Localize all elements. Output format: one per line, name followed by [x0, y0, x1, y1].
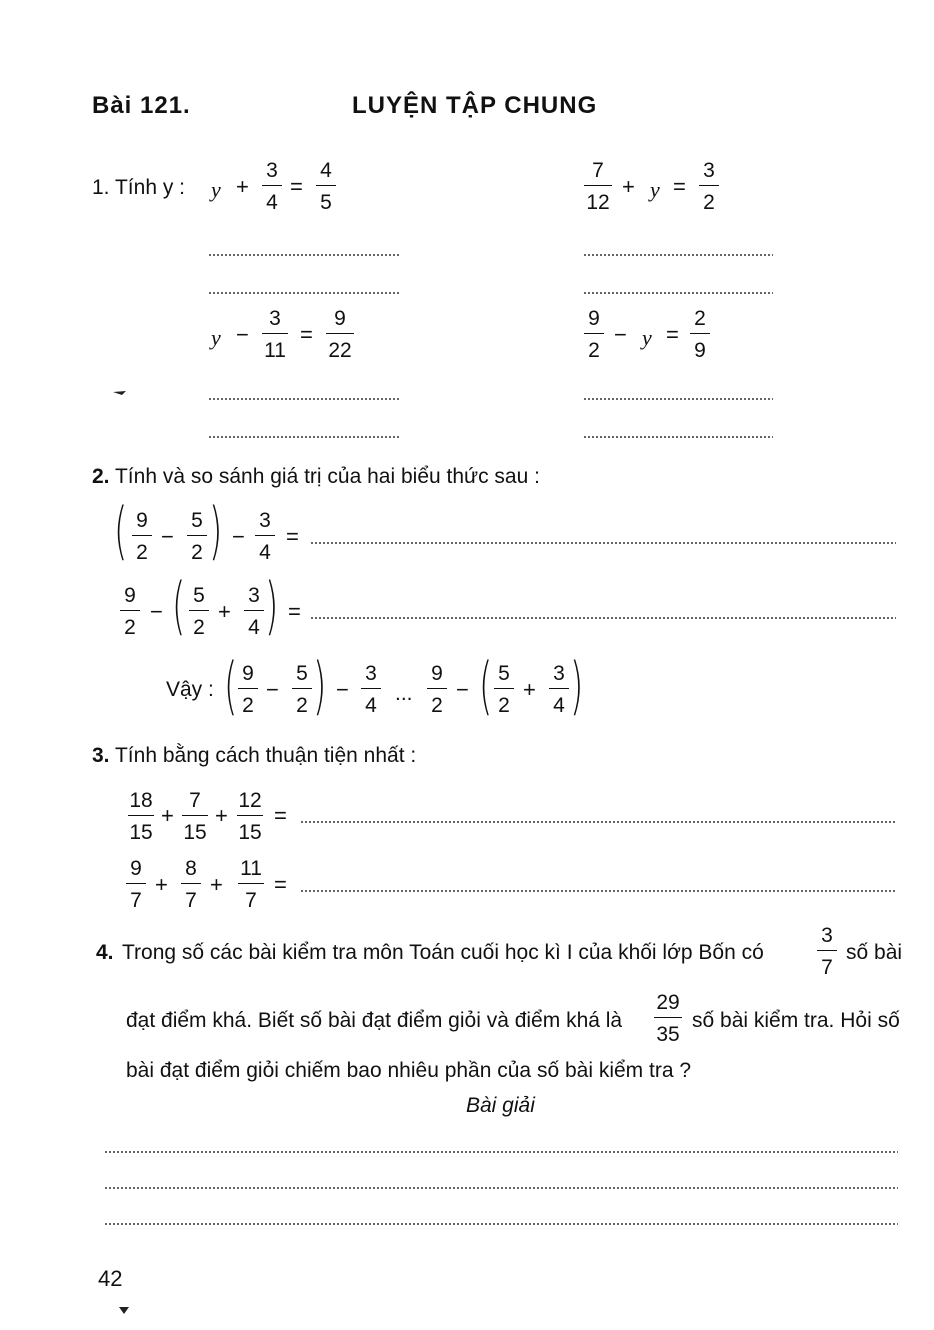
- ex1a-answer-line-1[interactable]: [208, 254, 400, 256]
- ex4-solution-label: Bài giải: [466, 1094, 535, 1117]
- ex4-number: 4.: [96, 941, 114, 964]
- scan-mark-bottom-icon: [118, 1305, 130, 1315]
- ex3-row2-plus-1: +: [155, 872, 168, 897]
- ex2-conc-close-paren-1: ): [313, 649, 327, 722]
- ex2-expr1-answer-line[interactable]: [310, 542, 896, 544]
- ex2-expr2-frac-c: 3 4: [244, 585, 264, 638]
- ex3-row1-plus-2: +: [215, 803, 228, 828]
- ex3-label: [92, 745, 416, 766]
- ex3-row1-frac-1: 18 15: [129, 789, 153, 844]
- ex1a-variable: y: [211, 177, 221, 202]
- ex3-row1-plus-1: +: [161, 803, 174, 828]
- page-number: 42: [98, 1266, 123, 1291]
- ex2-expr1-frac-b: 5 2: [187, 510, 207, 563]
- ex2-conc-frac-f: 3 4: [549, 663, 569, 716]
- ex2-conc-plus: +: [523, 677, 536, 702]
- ex1b-answer-line-1[interactable]: [583, 254, 773, 256]
- ex1b-variable: y: [650, 177, 660, 202]
- ex1-label: [92, 177, 185, 198]
- ex2-expr2-frac-b: 5 2: [189, 585, 209, 638]
- ex2-expr1-frac-a: 9 2: [132, 510, 152, 563]
- ex2-expr2-close-paren: ): [265, 569, 279, 642]
- ex2-conc-open-paren-1: (: [224, 649, 238, 722]
- ex1c-answer-line-2[interactable]: [208, 436, 400, 438]
- ex3-row1-frac-3: 12 15: [238, 789, 262, 844]
- ex2-expr1-close-paren: ): [209, 494, 223, 567]
- ex2-conc-frac-c: 3 4: [361, 663, 381, 716]
- ex4-answer-line-2[interactable]: [104, 1187, 898, 1189]
- ex2-number: 2.: [92, 465, 110, 488]
- ex4-answer-line-3[interactable]: [104, 1223, 898, 1225]
- ex2-expr1-equals: =: [286, 524, 299, 549]
- ex2-expr1-open-paren: (: [114, 494, 128, 567]
- ex1c-answer-line-1[interactable]: [208, 398, 400, 400]
- ex2-conc-open-paren-2: (: [479, 649, 493, 722]
- page-title: LUYỆN TẬP CHUNG: [352, 92, 598, 119]
- ex2-expr1-minus-1: −: [161, 524, 174, 549]
- ex2-expr1-frac-c: 3 4: [255, 510, 275, 563]
- ex1d-operator: −: [614, 322, 627, 347]
- ex3-row2-plus-2: +: [210, 872, 223, 897]
- ex3-row2-frac-1: 9 7: [126, 858, 146, 911]
- ex3-row1-equals: =: [274, 803, 287, 828]
- ex4-answer-line-1[interactable]: [104, 1151, 898, 1153]
- ex2-conc-close-paren-2: ): [570, 649, 584, 722]
- ex2-expr2-minus: −: [150, 599, 163, 624]
- ex1a-fraction-right: 4 5: [316, 160, 336, 213]
- ex2-expr2-answer-line[interactable]: [310, 617, 896, 619]
- ex4-line-3: bài đạt điểm giỏi chiếm bao nhiêu phần của số bài kiểm tra ?: [126, 1059, 692, 1082]
- ex2-expr1-minus-2: −: [232, 524, 245, 549]
- ex2-conc-frac-e: 5 2: [494, 663, 514, 716]
- ex1c-fraction-right: 9 22: [326, 308, 354, 361]
- ex1d-fraction-right: 2 9: [690, 308, 710, 361]
- ex1a-fraction-left: 3 4: [262, 160, 282, 213]
- ex1b-equals: =: [673, 174, 686, 199]
- ex2-label: [92, 466, 540, 487]
- ex1b-fraction-right: 3 2: [699, 160, 719, 213]
- ex1c-operator: −: [236, 322, 249, 347]
- ex3-row2-frac-3: 11 7: [238, 858, 264, 911]
- ex2-instruction: Tính và so sánh giá trị của hai biểu thức sau :: [114, 465, 540, 488]
- ex3-row1-answer-line[interactable]: [300, 821, 896, 823]
- ex2-expr2-frac-a: 9 2: [120, 585, 140, 638]
- ex1a-operator: +: [236, 174, 249, 199]
- ex1d-answer-line-2[interactable]: [583, 436, 773, 438]
- ex1b-operator: +: [622, 174, 635, 199]
- ex2-expr2-plus: +: [218, 599, 231, 624]
- ex1b-answer-line-2[interactable]: [583, 292, 773, 294]
- ex1a-equals: =: [290, 174, 303, 199]
- scan-mark-icon: [112, 388, 128, 396]
- ex2-conc-minus-3: −: [456, 677, 469, 702]
- ex1-number: 1.: [92, 176, 110, 199]
- ex4-line-2: đạt điểm khá. Biết số bài đạt điểm giỏi và điểm khá là: [126, 1009, 623, 1032]
- ex1d-variable: y: [642, 325, 652, 350]
- ex3-instruction: Tính bằng cách thuận tiện nhất :: [114, 744, 417, 767]
- ex2-expr2-equals: =: [288, 599, 301, 624]
- ex4-line-1-end: số bài: [846, 941, 903, 964]
- ex4-line-1: Trong số các bài kiểm tra môn Toán cuối học kì I của khối lớp Bốn có: [122, 941, 764, 964]
- ex2-conc-minus-1: −: [266, 677, 279, 702]
- ex4-fraction-2: 29 35: [654, 992, 682, 1045]
- ex2-conclusion-label: Vậy :: [166, 678, 214, 701]
- ex2-conc-frac-d: 9 2: [427, 663, 447, 716]
- ex1d-fraction-left: 9 2: [584, 308, 604, 361]
- ex4-fraction-1: 3 7: [817, 925, 837, 978]
- ex2-conc-frac-a: 9 2: [238, 663, 258, 716]
- ex1c-variable: y: [211, 325, 221, 350]
- ex1d-answer-line-1[interactable]: [583, 398, 773, 400]
- ex3-row1-frac-2: 7 15: [183, 789, 207, 844]
- ex1b-fraction-left: 7 12: [584, 160, 612, 213]
- ex2-compare-blank[interactable]: ...: [395, 682, 413, 705]
- ex3-row2-frac-2: 8 7: [181, 858, 201, 911]
- ex2-expr2-open-paren: (: [172, 569, 186, 642]
- ex3-number: 3.: [92, 744, 110, 767]
- ex3-row2-equals: =: [274, 872, 287, 897]
- ex1d-equals: =: [666, 322, 679, 347]
- ex1a-answer-line-2[interactable]: [208, 292, 400, 294]
- ex2-conc-minus-2: −: [336, 677, 349, 702]
- ex1c-fraction-left: 3 11: [262, 308, 288, 361]
- lesson-number: Bài 121.: [92, 92, 191, 119]
- ex3-row2-answer-line[interactable]: [300, 890, 896, 892]
- ex1c-equals: =: [300, 322, 313, 347]
- ex4-line-2-end: số bài kiểm tra. Hỏi số: [692, 1009, 900, 1032]
- ex2-conc-frac-b: 5 2: [292, 663, 312, 716]
- ex1-instruction: Tính y :: [114, 176, 186, 199]
